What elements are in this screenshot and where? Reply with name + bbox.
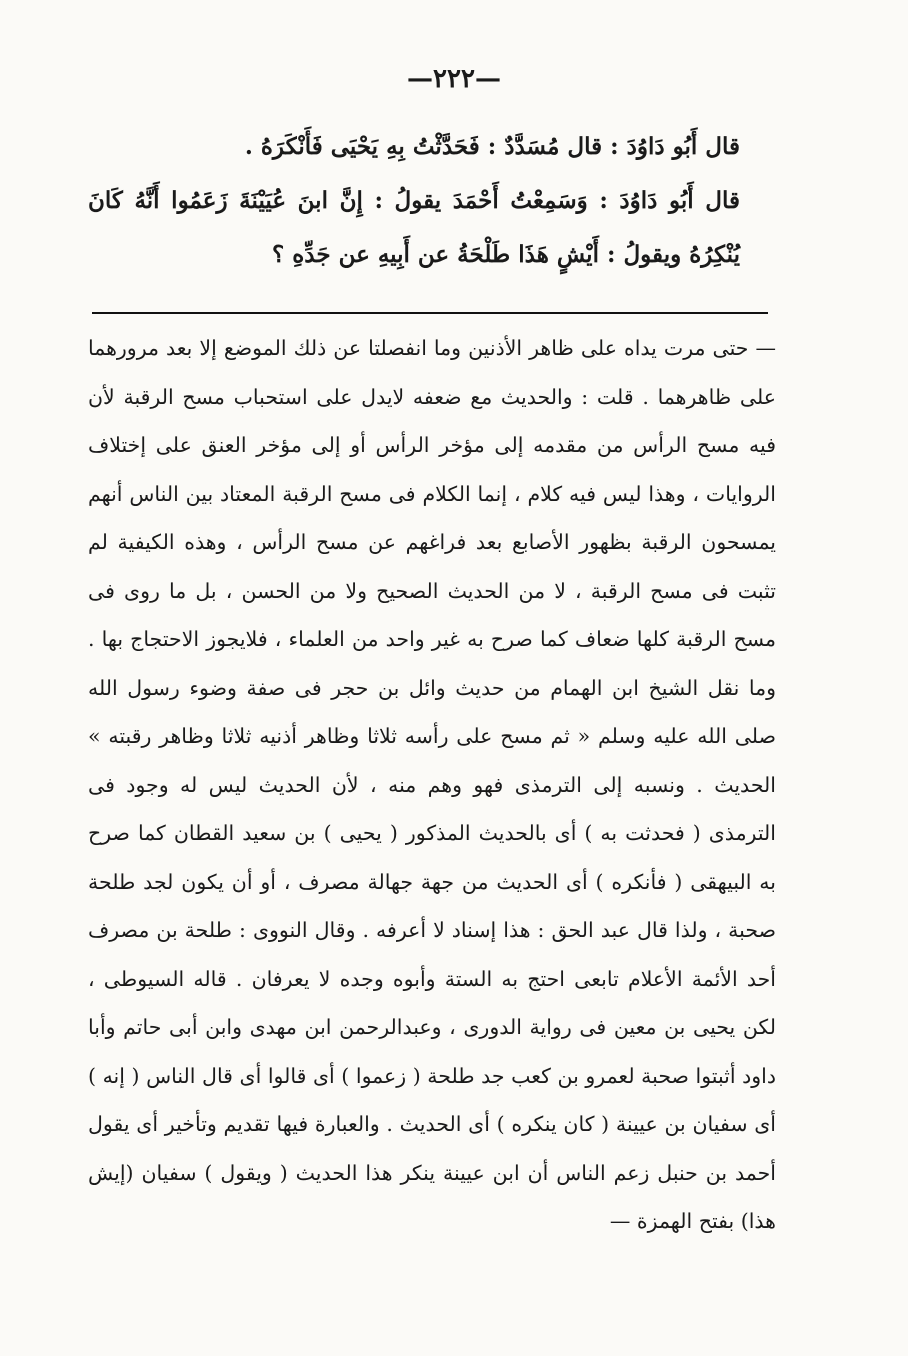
footnote-divider [92, 312, 768, 314]
page-number: —٢٢٢— [407, 64, 501, 94]
main-text-line-2: قال أَبُو دَاوُدَ : وَسَمِعْتُ أَحْمَدَ يقولُ : إِنَّ ابنَ عُيَيْنَةَ زَعَمُوا أَنَّهُ كَانَ يُنْكِرُهُ ويقولُ : أَيْشٍ هَذَا طَلْحَةُ عن أَبِيهِ عن جَدِّهِ ؟ [88, 187, 740, 268]
main-text-line-1: قال أَبُو دَاوُدَ : قال مُسَدَّدٌ : فَحَدَّثْتُ بِهِ يَحْيَى فَأَنْكَرَهُ . [244, 133, 740, 160]
commentary-footnote [88, 324, 776, 1246]
commentary-paragraph: — حتى مرت يداه على ظاهر الأذنين وما انفصلتا عن ذلك الموضع إلا بعد مرورهما على ظاهرهما . قلت : والحديث مع ضعفه لايدل على استحباب مسح الرقبة لأن فيه مسح الرأس من مقدمه إلى مؤخر الرأس أو إلى مؤخر العنق على إختلاف الروايات ، وهذا ليس فيه كلام ، إنما الكلام فى مسح الرقبة المعتاد بين الناس أنهم يمسحون الرقبة بظهور الأصابع بعد فراغهم عن مسح الرأس ، وهذه الكيفية لم تثبت فى مسح الرقبة ، لا من الحديث الصحيح ولا من الحسن ، بل ما روى فى مسح الرقبة كلها ضعاف كما صرح به غير واحد من العلماء ، فلايجوز الاحتجاج بها . وما نقل الشيخ ابن الهمام من حديث وائل بن حجر فى صفة وضوء رسول الله صلى الله عليه وسلم « ثم مسح على رأسه ثلاثا وظاهر أذنيه ثلاثا وظاهر رقبته » الحديث . ونسبه إلى الترمذى فهو وهم منه ، لأن الحديث ليس له وجود فى الترمذى ( فحدثت به ) أى بالحديث المذكور ( يحيى ) بن سعيد القطان كما صرح به البيهقى ( فأنكره ) أى الحديث من جهة جهالة مصرف ، أو أن يكون لجد طلحة صحبة ، ولذا قال عبد الحق : هذا إسناد لا أعرفه . وقال النووى : طلحة بن مصرف أحد الأئمة الأعلام تابعى احتج به الستة وأبوه وجده لا يعرفان . قاله السيوطى ، لكن يحيى بن معين فى رواية الدورى ، وعبدالرحمن ابن مهدى وابن أبى حاتم وأبا داود أثبتوا صحبة لعمرو بن كعب جد طلحة ( زعموا ) أى قالوا أى قال الناس ( إنه ) أى سفيان بن عيينة ( كان ينكره ) أى الحديث . والعبارة فيها تقديم وتأخير أى يقول أحمد بن حنبل زعم الناس أن ابن عيينة ينكر هذا الحديث ( ويقول ) سفيان (إيش هذا) بفتح الهمزة — [88, 336, 776, 1233]
main-hadith-text [88, 120, 740, 282]
